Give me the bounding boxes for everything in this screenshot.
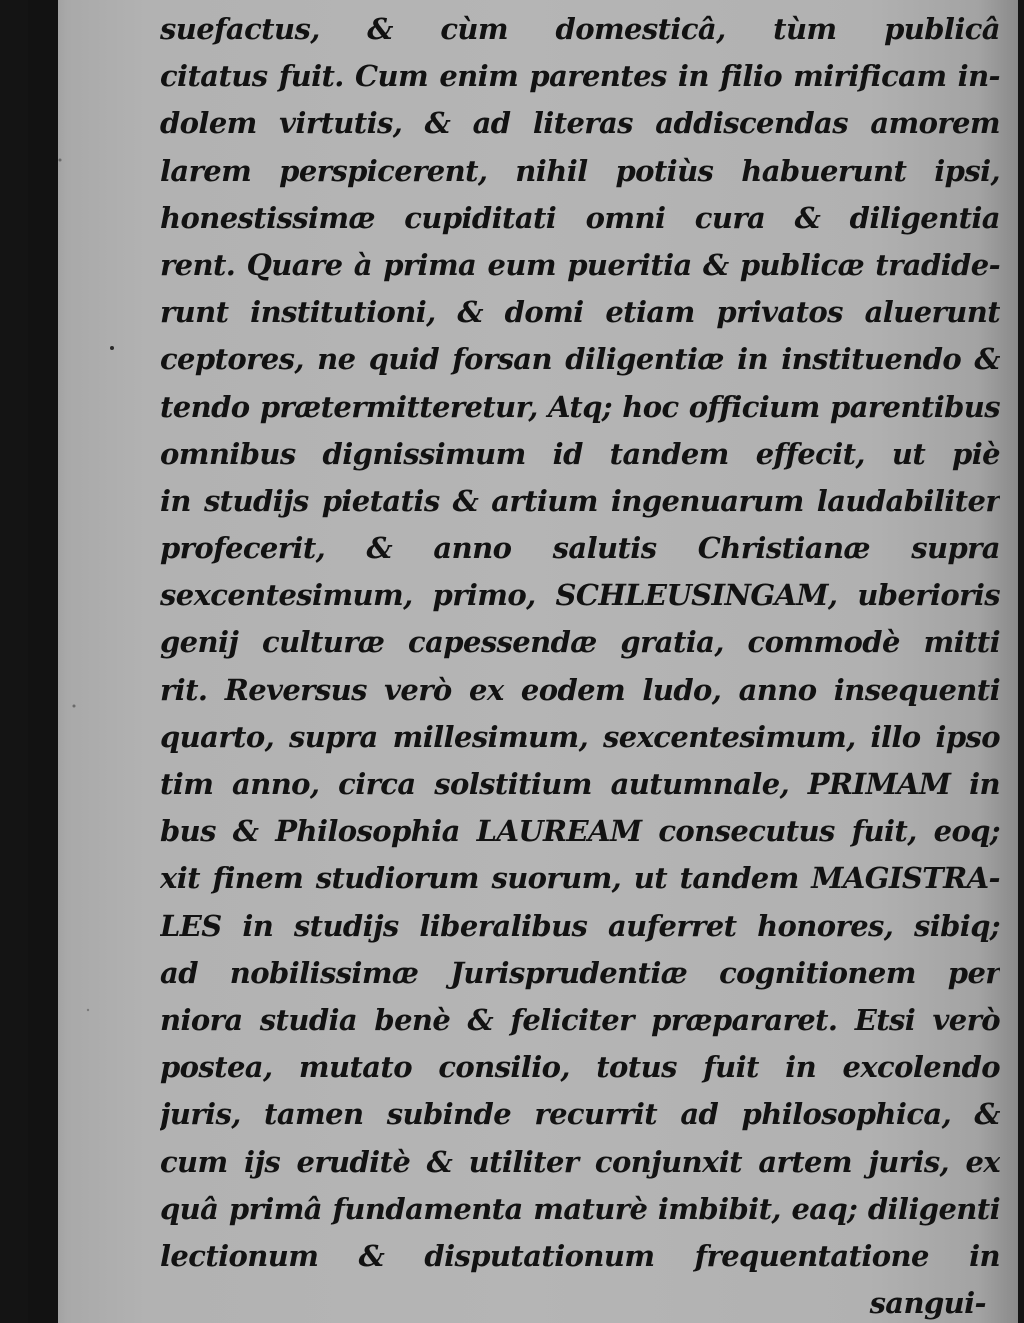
text-block — [160, 6, 1000, 1323]
text-line: in studijs pietatis & artium ingenuarum laudabiliter — [160, 483, 1000, 518]
text-line: omnibus dignissimum id tandem effecit, ut piè — [160, 436, 1000, 471]
text-line: runt institutioni, & domi etiam privatos aluerunt — [160, 295, 1000, 330]
text-line: postea, mutato consilio, totus fuit in excolendo — [160, 1050, 1000, 1085]
text-line: quâ primâ fundamenta maturè imbibit, eaq; diligenti — [160, 1191, 1000, 1226]
text-line: xit finem studiorum suorum, ut tandem MAGISTRA- — [160, 861, 1000, 896]
text-line: larem perspicerent, nihil potiùs habuerunt ipsi, — [160, 153, 1000, 188]
text-line: quarto, supra millesimum, sexcentesimum, illo ipso — [160, 719, 1000, 754]
text-line: bus & Philosophia LAUREAM consecutus fuit, eoq; — [160, 814, 1000, 849]
text-line: citatus fuit. Cum enim parentes in filio mirificam in- — [160, 59, 1000, 94]
text-line: LES in studijs liberalibus auferret honores, sibiq; — [160, 908, 1000, 943]
text-line: tendo prætermitteretur, Atq; hoc officium parentibus — [160, 389, 1000, 424]
text-line: tim anno, circa solstitium autumnale, PRIMAM in — [160, 767, 1000, 801]
text-line: profecerit, & anno salutis Christianæ supra — [160, 531, 1000, 566]
text-line: rit. Reversus verò ex eodem ludo, anno insequenti — [160, 672, 1000, 707]
text-line: juris, tamen subinde recurrit ad philosophica, & — [160, 1097, 1000, 1132]
text-line: ceptores, ne quid forsan diligentiæ in instituendo & — [160, 342, 1000, 377]
text-line: cum ijs eruditè & utiliter conjunxit artem juris, ex — [160, 1144, 1000, 1179]
text-line: rent. Quare à prima eum pueritia & publicæ tradide- — [160, 247, 1000, 282]
text-line: honestissimæ cupiditati omni cura & diligentia — [160, 200, 1000, 235]
text-line: sexcentesimum, primo, SCHLEUSINGAM, uberioris — [160, 578, 1000, 613]
text-line: dolem virtutis, & ad literas addiscendas amorem — [160, 106, 1000, 141]
text-line: lectionum & disputationum frequentatione in — [160, 1238, 1000, 1273]
scanned-page — [28, 0, 1018, 1323]
text-line: ad nobilissimæ Jurisprudentiæ cognitionem per — [160, 955, 1000, 990]
text-line: suefactus, & cùm domesticâ, tùm publicâ — [160, 12, 1000, 46]
text-line: niora studia benè & feliciter præpararet. Etsi verò — [160, 1002, 1000, 1037]
scan-edge — [28, 0, 58, 1323]
text-line: genij culturæ capessendæ gratia, commodè mitti — [160, 625, 1000, 660]
catchword: sangui- — [869, 1286, 986, 1321]
